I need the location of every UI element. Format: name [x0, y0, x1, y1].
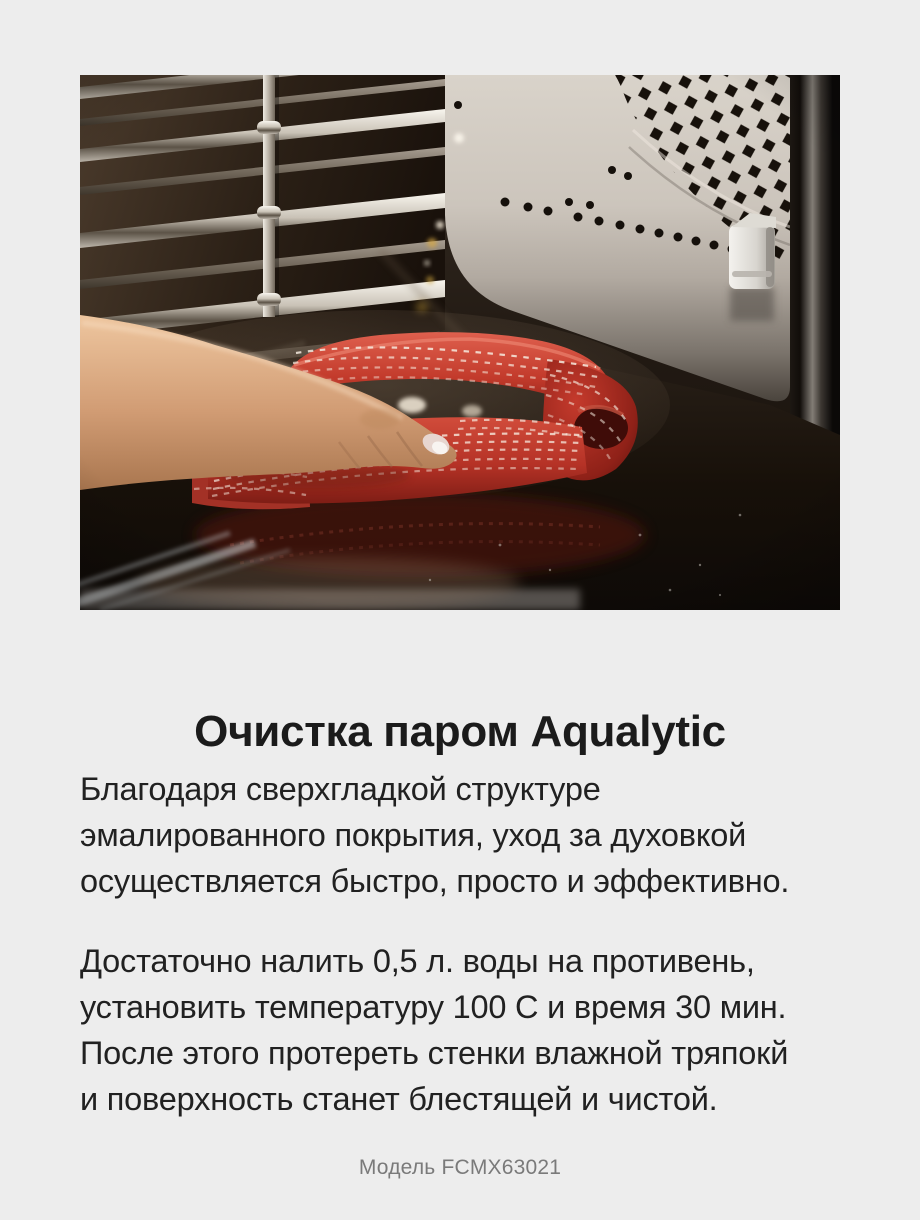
paragraph-line: установить температуру 100 С и время 30 мин. — [80, 989, 787, 1025]
paragraph-line: Достаточно налить 0,5 л. воды на противень, — [80, 943, 755, 979]
paragraph-line: После этого протереть стенки влажной тряпокй — [80, 1035, 789, 1071]
paragraph-line: эмалированного покрытия, уход за духовкой — [80, 817, 747, 853]
paragraph-line: осуществляется быстро, просто и эффективно. — [80, 863, 790, 899]
oven-cleaning-photo — [80, 75, 840, 610]
feature-paragraph-1 — [80, 766, 860, 904]
oven-interior-illustration — [80, 75, 840, 610]
paragraph-line: и поверхность станет блестящей и чистой. — [80, 1081, 718, 1117]
feature-title: Очистка паром Aqualytic — [194, 707, 726, 757]
feature-paragraph-2 — [80, 938, 860, 1122]
photo-vignette — [80, 75, 840, 610]
paragraph-line: Благодаря сверхгладкой структуре — [80, 771, 601, 807]
model-label: Модель FCMX63021 — [358, 1156, 562, 1179]
